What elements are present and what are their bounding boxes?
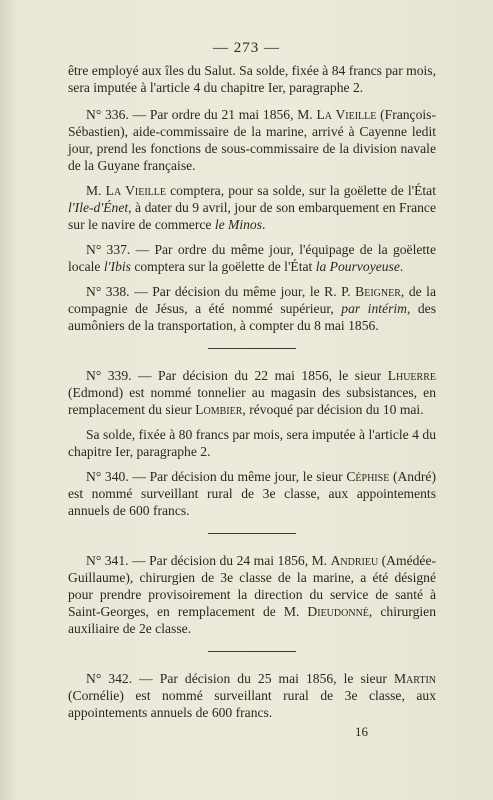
- person-name: Martin: [393, 671, 436, 686]
- person-name: La Vieille: [105, 183, 166, 198]
- person-name: Andrieu: [330, 553, 379, 568]
- entry-336: [68, 106, 436, 174]
- entry-342: [68, 670, 436, 721]
- text-run: être employé aux îles du Salut. Sa solde, fixée à 84 francs par mois, sera imputée à l'article 4 du chapitre Ier, paragraphe 2.: [68, 63, 436, 95]
- text-run: , à dater du 9 avril, jour de son embarquement en France sur le navire de commerce: [68, 200, 436, 232]
- text-run: N° 339. — Par décision du 22 mai 1856, le sieur: [86, 368, 388, 383]
- person-name: Lombier: [195, 402, 243, 417]
- page-number: — 273 —: [213, 40, 280, 56]
- document-body: [68, 62, 436, 729]
- entry-337: [68, 241, 436, 275]
- text-run: (André) est nommé surveillant rural de 3e classe, aux appointements annuels de 600 francs.: [68, 469, 436, 518]
- ship-name: la Pourvoyeuse: [315, 259, 400, 274]
- text-run: , de la compagnie de Jésus, a été nommé supérieur,: [68, 284, 436, 316]
- entry-339-solde: [68, 426, 436, 460]
- entry-341: [68, 552, 436, 637]
- text-run: .: [262, 217, 266, 232]
- text-run: N° 340. — Par décision du même jour, le sieur: [86, 469, 347, 484]
- text-run: , révoqué par décision du 10 mai.: [242, 402, 424, 417]
- person-name: La Vieille: [316, 107, 377, 122]
- person-name: Céphise: [346, 469, 390, 484]
- ship-name: l'Ibis: [103, 259, 131, 274]
- text-run: N° 337. — Par ordre du même jour, l'équipage de la goëlette locale: [68, 242, 436, 274]
- person-name: Beigner: [355, 284, 401, 299]
- italic-term: par intérim: [341, 301, 407, 316]
- ship-name: l'Ile-d'Énet: [68, 200, 129, 215]
- text-run: , chirurgien auxiliaire de 2e classe.: [68, 604, 436, 636]
- person-name: Lhuerre: [387, 368, 436, 383]
- entry-340: [68, 468, 436, 519]
- text-run: (Cornélie) est nommé surveillant rural de 3e classe, aux appointements annuels de 600 francs.: [68, 688, 436, 720]
- section-separator: [208, 651, 296, 652]
- text-run: comptera sur la goëlette de l'État: [130, 259, 316, 274]
- text-run: N° 342. — Par décision du 25 mai 1856, le sieur: [86, 671, 394, 686]
- ship-name: le Minos: [214, 217, 263, 232]
- section-separator: [208, 533, 296, 534]
- paragraph-continuation: [68, 62, 436, 96]
- text-run: (Amédée-Guillaume), chirurgien de 3e classe de la marine, a été désigné pour prendre provisoirement la direction du service de santé à Saint-Georges, en remplacement de M.: [68, 553, 437, 619]
- entry-338: [68, 283, 436, 334]
- text-run: (François-Sébastien), aide-commissaire de la marine, arrivé à Cayenne ledit jour, prend les fonctions de sous-commissaire de la division navale de la Guyane française.: [68, 107, 436, 173]
- text-run: N° 338. — Par décision du même jour, le R. P.: [86, 284, 356, 299]
- text-run: N° 341. — Par décision du 24 mai 1856, M.: [86, 553, 331, 568]
- text-run: (Edmond) est nommé tonnelier au magasin des subsistances, en remplacement du sieur: [68, 385, 436, 417]
- section-separator: [208, 348, 296, 349]
- text-run: , des aumôniers de la transportation, à compter du 8 mai 1856.: [68, 301, 436, 333]
- signature-mark: 16: [355, 724, 368, 739]
- entry-336-solde: [68, 182, 436, 233]
- text-run: M.: [86, 183, 106, 198]
- text-run: Sa solde, fixée à 80 francs par mois, sera imputée à l'article 4 du chapitre Ier, paragraphe 2.: [68, 427, 436, 459]
- entry-339: [68, 367, 436, 418]
- text-run: N° 336. — Par ordre du 21 mai 1856, M.: [86, 107, 317, 122]
- person-name: Dieudonné: [307, 604, 369, 619]
- text-run: comptera, pour sa solde, sur la goëlette de l'État: [165, 183, 436, 198]
- text-run: .: [399, 259, 404, 274]
